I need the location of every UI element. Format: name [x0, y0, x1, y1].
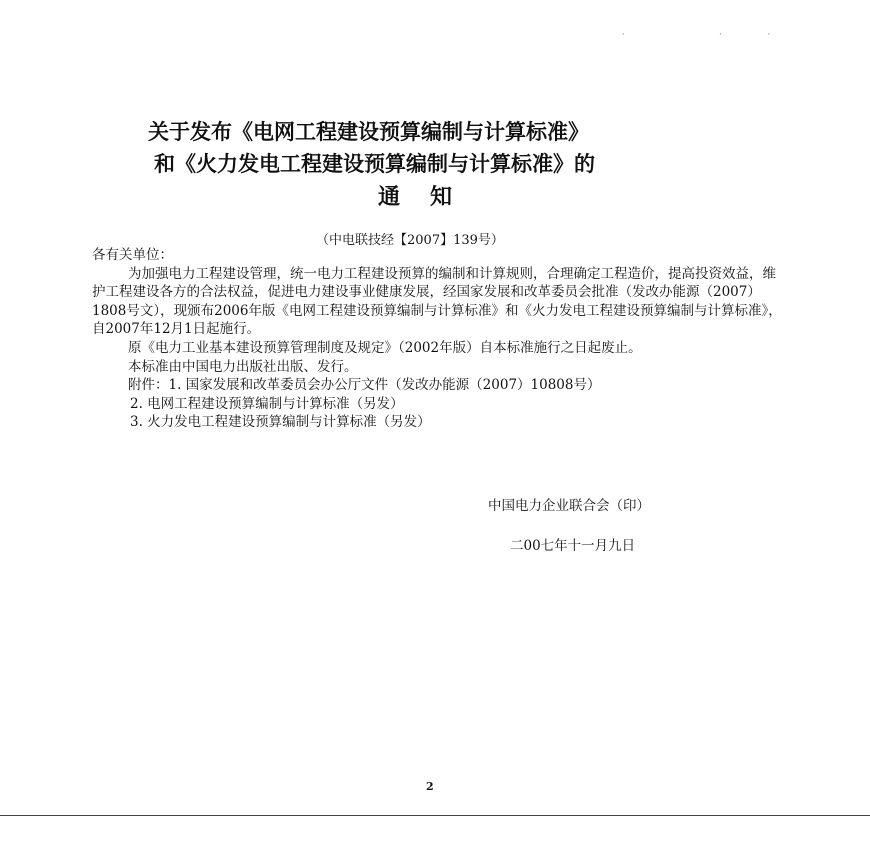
paragraph-publisher: 本标准由中国电力出版社出版、发行。 [128, 358, 358, 375]
scan-artifact-marks: · ·· [622, 30, 817, 39]
paragraph-repeal: 原《电力工业基本建设预算管理制度及规定》（2002年版）自本标准施行之日起废止。 [128, 339, 642, 356]
salutation: 各有关单位： [92, 247, 173, 263]
issue-date: 二00七年十一月九日 [510, 538, 636, 554]
title-line-1: 关于发布《电网工程建设预算编制与计算标准》 [148, 120, 589, 144]
attachment-item-1: 附件：1. 国家发展和改革委员会办公厅文件（发改办能源（2007）10808号） [128, 377, 601, 394]
title-line-3: 通知 [378, 185, 483, 210]
paragraph-main: 为加强电力工程建设管理，统一电力工程建设预算的编制和计算规则，合理确定工程造价，提高投资效益，维护工程建设各方的合法权益，促进电力建设事业健康发展，经国家发展和改革委员会批准（发改办能源（2007）1808号文），现颁布2006年版《电网工程建设预算编制与计算标准》和《火力发电工程建设预算编制与计算标准》，自2007年12月1日起施行。 [92, 265, 782, 338]
bottom-divider [0, 815, 870, 816]
title-line-2: 和《火力发电工程建设预算编制与计算标准》的 [154, 152, 595, 176]
attachment-item-3: 3. 火力发电工程建设预算编制与计算标准（另发） [130, 414, 431, 431]
notice-body [92, 246, 782, 432]
document-number: （中电联技经【2007】139号） [316, 233, 504, 248]
signer: 中国电力企业联合会（印） [488, 498, 650, 514]
attachment-item-2: 2. 电网工程建设预算编制与计算标准（另发） [130, 395, 404, 412]
page-number: 2 [426, 780, 434, 793]
